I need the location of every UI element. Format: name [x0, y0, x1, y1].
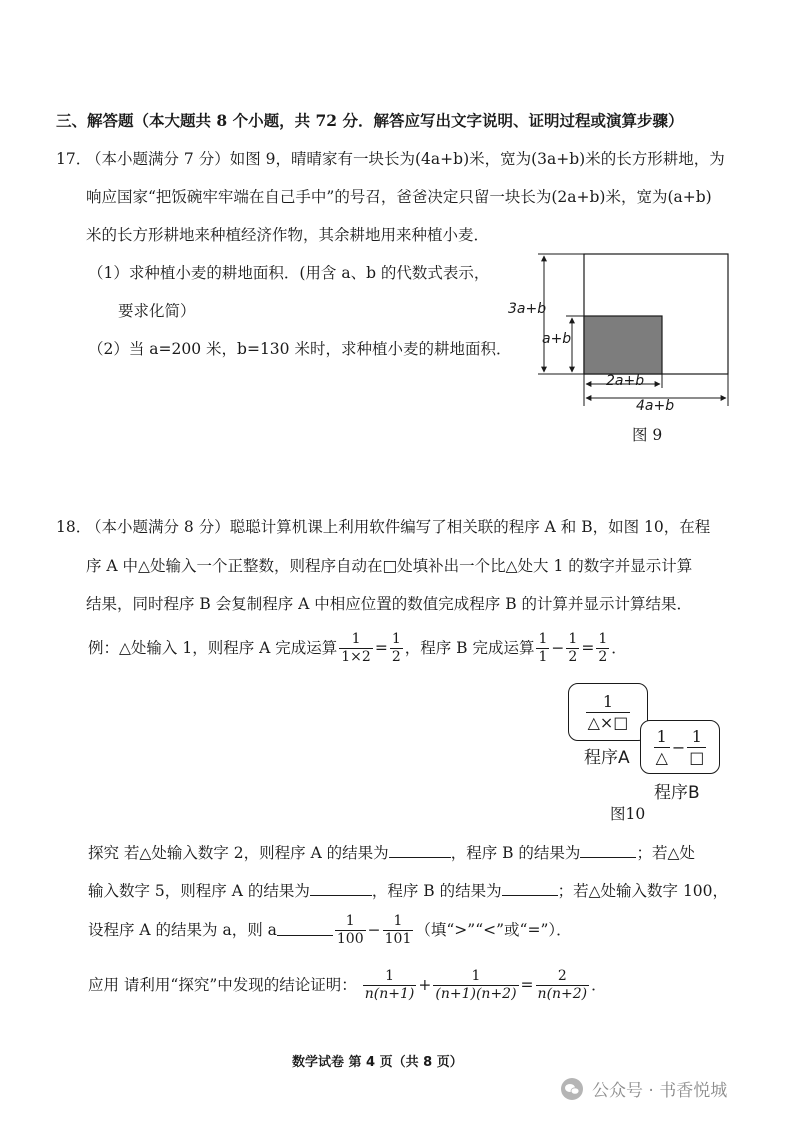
frac-num: 1	[339, 631, 373, 649]
frac-den: 1×2	[341, 648, 371, 665]
answer-blank-program-b-5[interactable]	[502, 895, 558, 896]
section-heading: 三、解答题（本大题共 8 个小题，共 72 分．解答应写出文字说明、证明过程或演算步骤）	[56, 111, 684, 130]
explore-line1	[88, 842, 695, 864]
program-b-label: 程序B	[654, 783, 700, 803]
frac-num: 2	[536, 968, 590, 986]
label-ab: a+b	[542, 331, 572, 347]
frac-den: 1	[538, 648, 548, 665]
minus-sign: −	[551, 639, 565, 657]
frac-den: 2	[598, 648, 608, 665]
frac-den: n(n+1)	[364, 985, 415, 1002]
q17-part1-line2: 要求化简）	[118, 302, 196, 320]
frac-num: 1	[538, 630, 548, 647]
frac-den: △	[655, 747, 668, 767]
frac-num: 1	[687, 727, 706, 748]
frac-num: 1	[598, 630, 608, 647]
q18-text-line2: 序 A 中△处输入一个正整数，则程序自动在□处填补出一个比△处大 1 的数字并显示计算	[86, 557, 693, 575]
explore-line1-a: 探究 若△处输入数字 2，则程序 A 的结果为	[88, 844, 389, 862]
apply-fraction3	[536, 968, 590, 1003]
example-b-fraction2	[566, 631, 579, 666]
q17-text-line2: 响应国家“把饭碗牢牢端在自己手中”的号召，爸爸决定只留一块长为(2a+b)米，宽为(a+b)	[86, 188, 712, 206]
explore-line2-a: 输入数字 5，则程序 A 的结果为	[88, 882, 310, 900]
frac-num: 1	[433, 968, 518, 986]
label-4ab: 4a+b	[636, 398, 675, 414]
q17-number: 17．	[56, 150, 92, 168]
equals-sign: =	[520, 976, 534, 994]
explore-fraction1	[335, 913, 366, 948]
program-b-fraction1	[654, 727, 670, 768]
q18-example	[88, 625, 627, 671]
frac-den: 2	[568, 648, 578, 665]
frac-den: 100	[336, 930, 364, 947]
watermark	[560, 1076, 727, 1101]
label-2ab: 2a+b	[606, 373, 645, 389]
answer-blank-program-a-5[interactable]	[310, 895, 372, 896]
explore-line1-c: ；若△处	[636, 844, 695, 862]
explore-line3	[88, 908, 572, 952]
explore-line2-c: ；若△处输入数字 100，	[557, 882, 729, 900]
apply-fraction1	[363, 968, 417, 1003]
minus-sign: −	[671, 737, 686, 757]
frac-den: 101	[384, 930, 412, 947]
program-a-fraction	[586, 692, 631, 733]
frac-num: 1	[568, 630, 578, 647]
apply-line	[88, 962, 607, 1008]
explore-line3-b: （填“>”“<”或“=”）．	[415, 921, 572, 939]
frac-num: 1	[363, 968, 417, 986]
q17-text-line1: （本小题满分 7 分）如图 9，晴晴家有一块长为(4a+b)米，宽为(3a+b)米的长方形耕地，为	[86, 150, 725, 168]
example-prefix: 例：△处输入 1，则程序 A 完成运算	[88, 639, 338, 657]
frac-den: n(n+2)	[537, 985, 588, 1002]
frac-num: 1	[391, 630, 401, 647]
program-b-box	[640, 720, 720, 774]
equals-sign: =	[581, 639, 595, 657]
example-b-result	[596, 631, 609, 666]
page-footer: 数学试卷 第 4 页（共 8 页）	[292, 1055, 463, 1070]
frac-num: 1	[654, 727, 670, 748]
figure-10-caption: 图10	[610, 805, 646, 823]
example-a-fraction	[339, 631, 373, 666]
apply-prefix: 应用 请利用“探究”中发现的结论证明：	[88, 976, 357, 994]
wechat-icon	[560, 1077, 584, 1101]
figure-9-caption: 图 9	[632, 426, 663, 444]
frac-den: △×□	[587, 712, 629, 732]
q17-text-line3: 米的长方形耕地来种植经济作物，其余耕地用来种植小麦．	[86, 226, 490, 244]
answer-blank-program-a-2[interactable]	[389, 857, 451, 858]
explore-line2	[88, 880, 728, 902]
explore-line1-b: ，程序 B 的结果为	[450, 844, 581, 862]
example-b-fraction1	[536, 631, 549, 666]
plus-sign: +	[418, 976, 432, 994]
frac-num: 1	[335, 913, 366, 931]
q18-text-line1: （本小题满分 8 分）聪聪计算机课上利用软件编写了相关联的程序 A 和 B，如图 10，在程	[86, 518, 711, 536]
program-a-label: 程序A	[584, 748, 630, 768]
minus-sign: −	[367, 921, 381, 939]
apply-fraction2	[433, 968, 518, 1003]
q17-part2: （2）当 a=200 米，b=130 米时，求种植小麦的耕地面积．	[88, 340, 512, 358]
q17-part1-line1: （1）求种植小麦的耕地面积．(用含 a、b 的代数式表示，	[88, 264, 490, 282]
program-a-box	[568, 683, 648, 741]
explore-line2-b: ，程序 B 的结果为	[371, 882, 502, 900]
economic-crop-rect	[584, 316, 662, 374]
label-3ab: 3a+b	[508, 301, 547, 317]
explore-fraction2	[383, 913, 414, 948]
program-b-fraction2	[687, 727, 706, 768]
frac-num: 1	[383, 913, 414, 931]
frac-den: (n+1)(n+2)	[435, 985, 517, 1002]
answer-blank-compare[interactable]	[277, 935, 333, 936]
watermark-text: 公众号 · 书香悦城	[592, 1081, 728, 1101]
explore-line3-a: 设程序 A 的结果为 a，则 a	[88, 921, 277, 939]
apply-end: ．	[591, 976, 607, 994]
figure-9	[500, 248, 740, 420]
frac-den: □	[689, 747, 705, 767]
example-a-result	[390, 631, 403, 666]
example-end: ．	[611, 639, 627, 657]
q18-number: 18．	[56, 518, 92, 536]
frac-den: 2	[391, 648, 401, 665]
frac-num: 1	[586, 692, 631, 713]
example-mid: ，程序 B 完成运算	[404, 639, 535, 657]
equals-sign: =	[374, 639, 388, 657]
answer-blank-program-b-2[interactable]	[580, 857, 636, 858]
q18-text-line3: 结果，同时程序 B 会复制程序 A 中相应位置的数值完成程序 B 的计算并显示计算结果．	[86, 595, 693, 613]
